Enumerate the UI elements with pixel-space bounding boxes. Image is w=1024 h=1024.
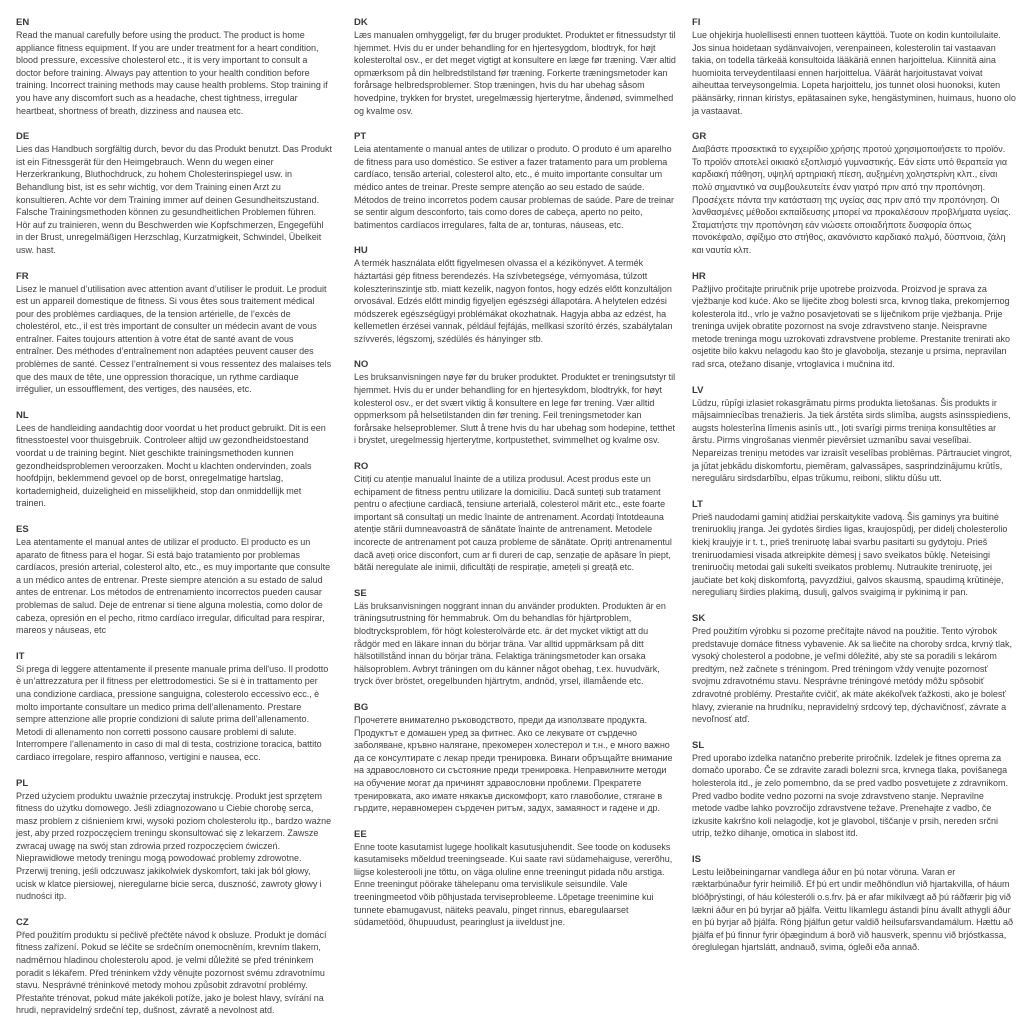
section-text-fi: Lue ohjekirja huolellisesti ennen tuotteen käyttöä. Tuote on kodin kuntoilulaite. Jos sinua hoidetaan sydänvaivojen, verenpaineen, kolesterolin tai vastaavan takia, on todella tärkeää konsultoida lääkäriä ennen harjoittelua. Kiinnitä aina huomioita terveydentilaasi ennen harjoittelua. Väärät harjoitustavat voivat aiheuttaa terveysongelmia. Lopeta harjoittelu, jos tunnet olosi huonoksi, kuten päänsärky, rinnan kiristys, epätasainen syke, hengästyminen, huimaus, huono olo ja vastaavat.: [692, 30, 1016, 116]
language-code-de: DE: [16, 131, 30, 143]
language-code-fi: FI: [692, 17, 701, 28]
section-bg: [354, 701, 676, 815]
language-code-es: ES: [16, 524, 29, 535]
section-lt: [692, 498, 1016, 599]
section-text-cz: Před použitím produktu si pečlivě přečtěte návod k obsluze. Produkt je domácí fitness zařízení. Pokud se léčíte se srdečním onemocněním, krevním tlakem, nadměrnou hladinou cholesterolu apod. je velmi důležité se před tréninkem poradit s lékařem. Před tréninkem vždy věnujte pozornost svému zdravotnímu stavu. Nesprávné tréninkové metody mohou způsobit zdravotní problémy. Přestaňte trénovat, pokud máte jakékoli potíže, jako je bolest hlavy, svírání na hrudi, nepravidelný srdeční tep, dušnost, závratě a nevolnost atd.: [16, 929, 327, 1016]
section-fi: [692, 16, 1016, 117]
language-code-no: NO: [354, 359, 369, 371]
section-text-dk: Læs manualen omhyggeligt, før du bruger produktet. Produktet er fitnessudstyr til hjemmet. Hvis du er under behandling for en hjertesygdom, blodtryk, for højt kolesteroltal osv., er det meget vigtigt at konsultere en læge før træning. Vær altid opmærksom på din helbredstilstand før træning. Forkerte træningsmetoder kan forårsage helbredsproblemer. Stop træningen, hvis du har ubehag såsom hovedpine, trykken for brystet, uregelmæssig hjerterytme, åndenød, svimmelhed og kvalme osv.: [354, 30, 676, 116]
language-code-sk: SK: [692, 612, 706, 624]
section-text-pt: Leia atentamente o manual antes de utilizar o produto. O produto é um aparelho de fitness para uso doméstico. Se estiver a fazer tratamento para um problema cardíaco, tensão arterial, colesterol alto, etc., é muito importante consultar um médico antes de treinar. Preste sempre atenção ao seu estado de saúde. Métodos de treino incorretos podem causar problemas de saúde. Pare de treinar se sentir algum desconforto, tais como dores de cabeça, aperto no peito, batimentos cardíacos irregulares, falta de ar, tonturas, náuseas, etc.: [354, 144, 674, 230]
section-nl: [16, 409, 332, 510]
section-en: [16, 16, 332, 117]
section-hr: [692, 270, 1016, 371]
section-sk: [692, 612, 1016, 726]
section-de: [16, 130, 332, 256]
section-text-sl: Pred uporabo izdelka natančno preberite priročnik. Izdelek je fitnes oprema za domačo uporabo. Če se zdravite zaradi bolezni srca, krvnega tlaka, povišanega holesterola itd., je zelo pomembno, da se pred vadbo posvetujete z zdravnikom. Pred vadbo bodite vedno pozorni na svoje zdravstveno stanje. Nepravilne metode vadbe lahko povzročijo zdravstvene težave. Prenehajte z vadbo, če izkusite kakršno koli nelagodje, kot je glavobol, tiščanje v prsih, nereden srčni utrip, težko dihanje, omotica in slabost itd.: [692, 752, 1008, 839]
section-dk: [354, 16, 676, 117]
language-code-bg: BG: [354, 701, 369, 713]
language-code-ee: EE: [354, 828, 367, 840]
language-code-fr: FR: [16, 270, 29, 282]
section-text-lv: Lūdzu, rūpīgi izlasiet rokasgrāmatu pirms produkta lietošanas. Šis produkts ir mājsaimniecības trenažieris. Ja tiek ārstēta sirds slimība, augsts asinsspiediens, augsts holesterīna līmenis asinīs utt., ļoti svarīgi pirms treniņa konsultēties ar ārstu. Pirms vingrošanas vienmēr pievērsiet uzmanību savai veselībai. Nepareizas treniņu metodes var izraisīt veselības problēmas. Pārtrauciet vingrot, ja jūtat jebkādu diskomfortu, piemēram, galvassāpes, sasprindzinājumu krūtīs, neregulāru sirdsdarbību, elpas trūkumu, reiboni, sliktu dūšu utt.: [692, 397, 1013, 484]
language-code-it: IT: [16, 650, 25, 662]
section-lv: [692, 384, 1016, 485]
section-pt: [354, 130, 676, 231]
section-text-pl: Przed użyciem produktu uważnie przeczytaj instrukcję. Produkt jest sprzętem fitness do użytku domowego. Jeśli zdiagnozowano u Ciebie chorobę serca, masz problem z ciśnieniem krwi, wysoki poziom cholesterolu itp., bardzo ważne jest, aby przed rozpoczęciem treningu skonsultować się z lekarzem. Zawsze zwracaj uwagę na swój stan zdrowia przed rozpoczęciem ćwiczeń. Nieprawidłowe metody treningu mogą powodować problemy zdrowotne. Przerwij trening, jeśli odczuwasz jakikolwiek dyskomfort, taki jak ból głowy, ucisk w klatce piersiowej, nieregularne bicie serca, duszność, zawroty głowy i nudności itp.: [16, 790, 332, 902]
language-code-is: IS: [692, 853, 701, 865]
section-hu: [354, 244, 676, 345]
column-2: [354, 16, 676, 1014]
language-code-hr: HR: [692, 270, 706, 282]
section-es: [16, 523, 332, 637]
section-ee: [354, 828, 676, 929]
language-code-gr: GR: [692, 131, 707, 143]
section-text-se: Läs bruksanvisningen noggrant innan du använder produkten. Produkten är en träningsutrustning för hemmabruk. Om du behandlas för hjärtproblem, blodtrycksproblem, för högt kolesterolvärde etc. är det mycket viktigt att du rådgör med en läkare innan du börjar träna. Var alltid uppmärksam på ditt hälsotillstånd innan du börjar träna. Felaktiga träningsmetoder kan orsaka hälsoproblem. Avbryt träningen om du känner något obehag, t.ex. huvudvärk, tryck över bröstet, oregelbunden hjärtrytm, andnöd, yrsel, illamående etc.: [354, 600, 666, 687]
section-it: [16, 650, 332, 764]
language-code-ro: RO: [354, 461, 369, 473]
language-code-pl: PL: [16, 777, 29, 789]
section-text-is: Lestu leiðbeiningarnar vandlega áður en þú notar vöruna. Varan er ræktarbúnaður fyrir heimilið. Ef þú ert undir meðhöndlun við hjartakvilla, of háum blóðþrýstingi, of háu kólesteróli o.s.frv. þá er afar mikilvægt að þú ráðfærir þig við lækni áður en þú byrjar að þjálfa. Veittu líkamlegu ástandi þínu ávallt athygli áður en þú byrjar að þjálfa. Röng þjálfun getur valdið heilsufarsvandamálum. Hættu að þjálfa ef þú finnur fyrir óþægindum á borð við hausverk, spennu við brjóstkassa, óreglulegan hjartslátt, andnauð, svima, ógleði eða annað.: [692, 866, 1013, 953]
column-3: [692, 16, 1016, 1014]
language-code-cz: CZ: [16, 916, 29, 928]
language-code-lv: LV: [692, 384, 704, 396]
section-is: [692, 853, 1016, 954]
language-code-pt: PT: [354, 131, 367, 143]
section-text-de: Lies das Handbuch sorgfältig durch, bevor du das Produkt benutzt. Das Produkt ist ein Fitnessgerät für den Heimgebrauch. Wenn du wegen einer Herzerkrankung, Bluthochdruck, zu hohem Cholesterinspiegel usw. in Behandlung bist, ist es sehr wichtig, vor dem Training einen Arzt zu konsultieren. Achte vor dem Training immer auf deinen Gesundheitszustand. Falsche Trainingsmethoden können zu gesundheitlichen Problemen führen. Hör auf zu trainieren, wenn du Beschwerden wie Kopfschmerzen, Engegefühl in der Brust, unregelmäßigen Herzschlag, Kurzatmigkeit, Schwindel, Übelkeit usw. hast.: [16, 144, 332, 255]
column-1: [16, 16, 332, 1014]
section-text-ee: Enne toote kasutamist lugege hoolikalt kasutusjuhendit. See toode on koduseks kasutamiseks mõeldud treeningseade. Kui saate ravi südamehaiguse, vererõhu, liigse kolesterooli jne tõttu, on väga oluline enne treeningut pidada nõu arstiga. Enne treeningut pöörake tähelepanu oma tervislikule seisundile. Vale treeningmeetod võib põhjustada terviseprobleeme. Lõpetage treenimine kui tunnete ebamugavust, näiteks peavalu, pinget rinnus, ebaregulaarset südametööd, õhupuudust, pearinglust ja iiveldust jne.: [354, 841, 673, 928]
language-code-hu: HU: [354, 245, 368, 257]
section-text-gr: Διαβάστε προσεκτικά το εγχειρίδιο χρήσης προτού χρησιμοποιήσετε το προϊόν. Το προϊόν αποτελεί οικιακό εξοπλισμό γυμναστικής. Εάν είστε υπό θεραπεία για καρδιακή πάθηση, υψηλή αρτηριακή πίεση, αυξημένη χοληστερίνη κλπ., είναι πολύ σημαντικό να συμβουλευτείτε έναν γιατρό πριν από την προπόνηση. Προσέχετε πάντα την κατάσταση της υγείας σας πριν από την προπόνηση. Οι λανθασμένες μέθοδοι εκπαίδευσης μπορεί να προκαλέσουν προβλήματα υγείας. Σταματήστε την προπόνηση εάν νιώσετε οποιαδήποτε δυσφορία όπως πονοκέφαλο, σφίξιμο στο στήθος, ακανόνιστο καρδιακό παλμό, δύσπνοια, ζάλη και ναυτία κλπ.: [692, 144, 1011, 255]
language-code-nl: NL: [16, 409, 29, 421]
section-se: [354, 587, 676, 688]
section-text-ro: Citiți cu atenție manualul înainte de a utiliza produsul. Acest produs este un echipament de fitness pentru utilizare la domiciliu. Dacă sunteți sub tratament pentru o afecțiune cardiacă, tensiune arterială, colesterol mărit etc., este foarte important să consultați un medic înainte de antrenament. Acordați întotdeauna atenție stării dumneavoastră de sănătate înainte de antrenament. Metodele incorecte de antrenament pot cauza probleme de sănătate. Opriți antrenamentul dacă aveți orice disconfort, cum ar fi dureri de cap, senzație de apăsare în piept, bătăi neregulate ale inimii, dificultăți de respirație, amețeli și greață etc.: [354, 474, 672, 573]
section-text-bg: Прочетете внимателно ръководството, преди да използвате продукта. Продуктът е домашен уред за фитнес. Ако се лекувате от сърдечно заболяване, кръвно налягане, прекомерен холестерол и т.н., е много важно да се консултирате с лекар преди тренировка. Винаги обръщайте внимание на здравословното си състояние преди тренировка. Неправилните методи на обучение могат да причинят здравословни проблеми. Прекратете тренировката, ако имате някакъв дискомфорт, като главоболие, стягане в гърдите, неравномерен сърдечен ритъм, задух, замаяност и гадене и др.: [354, 714, 673, 814]
section-gr: [692, 130, 1016, 256]
section-text-en: Read the manual carefully before using the product. The product is home appliance fitness equipment. If you are under treatment for a heart condition, blood pressure, excessive cholesterol etc., it is very important to consult a doctor before training. Always pay attention to your health condition before training. Incorrect training methods may cause health problems. Stop training if you have any discomfort such as a headache, chest tightness, irregular heartbeat, shortness of breath, dizziness and nausea etc.: [16, 30, 328, 116]
section-cz: [16, 916, 332, 1017]
section-no: [354, 358, 676, 447]
section-text-hu: A termék használata előtt figyelmesen olvassa el a kézikönyvet. A termék háztartási gép fitness berendezés. Ha szívbetegsége, vérnyomása, túlzott koleszterinszintje stb. miatt kezelik, nagyon fontos, hogy edzés előtt konzultáljon orvosával. Edzés előtt mindig figyeljen egészségi állapotára. A helytelen edzési módszerek egészségügyi problémákat okozhatnak. Hagyja abba az edzést, ha kellemetlen érzései vannak, például fejfájás, mellkasi szorító érzés, szabálytalan szívverés, légszomj, szédülés és hányinger stb.: [354, 258, 673, 344]
section-text-fr: Lisez le manuel d’utilisation avec attention avant d’utiliser le produit. Le produit est un appareil domestique de fitness. Si vous êtes sous traitement médical pour des problèmes cardiaques, de la tension artérielle, de l’excès de cholestérol, etc., il est très important de consulter un médecin avant de vous entraîner. Faites toujours attention à votre état de santé avant de vous entraîner. Des méthodes d’entraînement non adaptées peuvent causer des problèmes de santé. Cessez l’entraînement si vous ressentez des malaises tels que des maux de tête, une oppression thoracique, un rythme cardiaque irrégulier, un essoufflement, des vertiges, des nausées, etc.: [16, 283, 332, 395]
language-code-dk: DK: [354, 17, 368, 28]
section-fr: [16, 270, 332, 396]
section-text-nl: Lees de handleiding aandachtig door voordat u het product gebruikt. Dit is een fitnesstoestel voor thuisgebruik. Controleer altijd uw gezondheidstoestand voordat u de training begint. Niet geschikte trainingsmethoden kunnen gezondheidsproblemen veroorzaken. Mocht u klachten ondervinden, zoals hoofdpijn, beklemmend gevoel op de borst, onregelmatige hartslag, kortademigheid, duizeligheid en misselijkheid, stop dan onmiddellijk met trainen.: [16, 422, 326, 509]
section-text-hr: Pažljivo pročitajte priručnik prije upotrebe proizvoda. Proizvod je sprava za vježbanje kod kuće. Ako se liječite zbog bolesti srca, krvnog tlaka, prekomjernog kolesterola itd., vrlo je važno posavjetovati se s liječnikom prije vježbanja. Prije treninga uvijek obratite pozornost na svoje zdravstveno stanje. Neispravne metode treninga mogu uzrokovati zdravstvene probleme. Prestanite trenirati ako osjetite bilo kakvu nelagodu kao što je glavobolja, stezanje u prsima, nepravilan rad srca, otežano disanje, vrtoglavica i mučnina itd.: [692, 283, 1011, 370]
section-text-no: Les bruksanvisningen nøye før du bruker produktet. Produktet er treningsutstyr til hjemmet. Hvis du er under behandling for en hjertesykdom, blodtrykk, for høyt kolesterol osv., er det svært viktig å konsultere en lege før trening. Vær alltid oppmerksom på helsetilstanden din før trening. Feil treningsmetoder kan forårsake helseproblemer. Slutt å trene hvis du har ubehag som hodepine, tetthet i brystet, uregelmessig hjerterytme, kortpustethet, svimmelhet og kvalme osv.: [354, 372, 676, 446]
section-text-sk: Pred použitím výrobku si pozorne prečítajte návod na použitie. Tento výrobok predstavuje domáce fitness vybavenie. Ak sa liečite na choroby srdca, krvný tlak, vysoký cholesterol a podobne, je veľmi dôležité, aby ste sa poradili s lekárom predtým, než začnete s tréningom. Pred tréningom vždy venujte pozornosť svojmu zdravotnému stavu. Nesprávne tréningové metódy môžu spôsobiť zdravotné problémy. Prestaňte cvičiť, ak máte akékoľvek ťažkosti, ako je bolesť hlavy, zvieranie na hrudníku, nepravidelný srdcový tep, dýchavičnosť, závrate a nevoľnosť atď.: [692, 625, 1012, 725]
language-code-en: EN: [16, 17, 30, 28]
language-code-sl: SL: [692, 739, 705, 751]
language-code-lt: LT: [692, 498, 703, 510]
section-pl: [16, 777, 332, 903]
language-code-se: SE: [354, 587, 367, 599]
section-sl: [692, 739, 1016, 840]
section-text-es: Lea atentamente el manual antes de utilizar el producto. El producto es un aparato de fitness para el hogar. Si está bajo tratamiento por problemas cardíacos, presión arterial, colesterol alto, etc., es muy importante que consulte a un médico antes de entrenar. Preste siempre atención a su estado de salud antes de entrenar. Los métodos de entrenamiento incorrectos pueden causar problemas de salud. Deje de entrenar si tiene alguna molestia, como dolor de cabeza, opresión en el pecho, ritmo cardíaco irregular, dificultad para respirar, mareos y náuseas, etc: [16, 537, 331, 636]
section-text-it: Si prega di leggere attentamente il presente manuale prima dell'uso. Il prodotto è un’attrezzatura per il fitness per elettrodomestici. Se si è in trattamento per una condizione cardiaca, pressione sanguigna, colesterolo eccessivo ecc., è molto importante consultare un medico prima dell’allenamento. Prestare sempre attenzione alle proprie condizioni di salute prima dell’allenamento. Metodi di allenamento non corretti possono causare problemi di salute. Interrompere l’allenamento in caso di mal di testa, costrizione toracica, battito cardiaco irregolare, respiro affannoso, vertigini e nausea, ecc.: [16, 663, 329, 762]
section-text-lt: Prieš naudodami gaminį atidžiai perskaitykite vadovą. Šis gaminys yra buitinė treniruoklių įranga. Jei gydotės širdies ligas, kraujospūdį, per didelį cholesterolio kiekį kraujyje ir t. t., prieš treniruotę labai svarbu pasitarti su gydytoju. Prieš treniruodamiesi visada atkreipkite dėmesį į savo sveikatos būklę. Neteisingi treniruočių metodai gali sukelti sveikatos problemų. Nutraukite treniruotę, jei jaučiate bet kokį diskomfortą, pavyzdžiui, galvos skausmą, spaudimą krūtinėje, nereguliarų širdies plakimą, dusulį, galvos svaigimą ir pykinimą ir pan.: [692, 511, 1008, 598]
section-ro: [354, 460, 676, 574]
